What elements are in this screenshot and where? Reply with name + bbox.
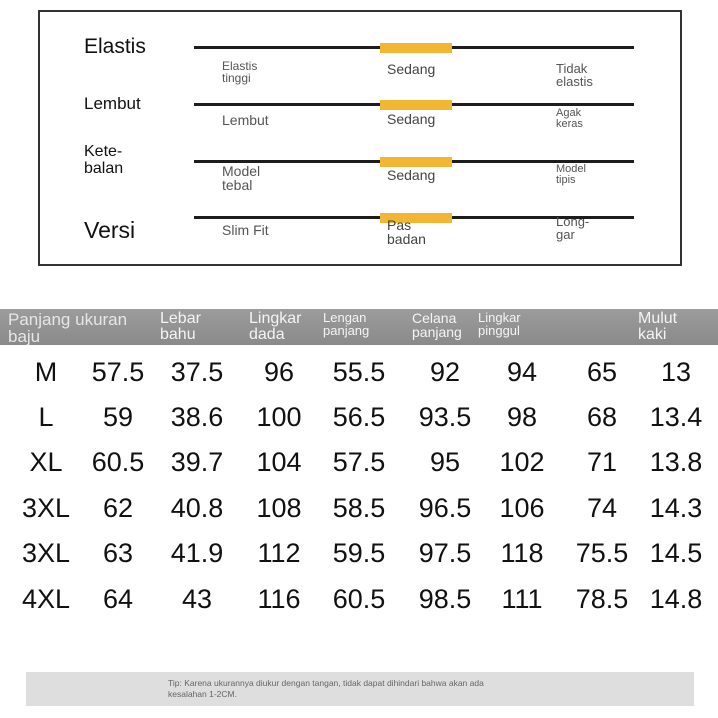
size-value-cell: 43 (181, 584, 213, 614)
size-value-cell: 100 (256, 402, 302, 432)
size-value-cell: 104 (256, 447, 302, 477)
size-value-cell: 14.8 (649, 584, 703, 614)
attribute-option-middle: Sedang (387, 167, 436, 183)
size-row (0, 442, 718, 482)
attribute-selected-marker (380, 157, 452, 167)
attribute-row-elastis (40, 24, 680, 89)
size-value-cell: 116 (257, 584, 301, 614)
size-value-cell: 118 (500, 538, 544, 568)
size-value-cell: 60.5 (91, 447, 145, 477)
header-mulut-kaki: Mulut kaki (638, 310, 678, 343)
tip-line-2: kesalahan 1-2CM. (168, 689, 237, 700)
attribute-selected-marker (380, 43, 452, 53)
size-row (0, 397, 718, 437)
size-value-cell: 68 (586, 402, 618, 432)
size-value-cell: 13.4 (649, 402, 703, 432)
size-value-cell: 65 (586, 357, 618, 387)
attribute-option-right: Long- gar (556, 214, 590, 242)
size-value-cell: 13 (660, 357, 692, 387)
size-value-cell: 97.5 (418, 538, 472, 568)
size-value-cell: 39.7 (170, 447, 224, 477)
size-value-cell: 102 (499, 447, 545, 477)
attribute-option-left: Lembut (222, 112, 269, 128)
attribute-option-middle: Sedang (387, 61, 436, 77)
size-value-cell: 57.5 (332, 447, 386, 477)
size-value-cell: 93.5 (418, 402, 472, 432)
size-value-cell: 108 (256, 493, 302, 523)
size-value-cell: 14.3 (649, 493, 703, 523)
attribute-option-right: Model tipis (556, 163, 586, 186)
size-value-cell: 96.5 (418, 493, 472, 523)
size-value-cell: 92 (429, 357, 461, 387)
measurement-tip (26, 672, 694, 706)
size-value-cell: 95 (429, 447, 461, 477)
size-value-cell: 98.5 (418, 584, 472, 614)
size-value-cell: 57.5 (91, 357, 145, 387)
attribute-selected-marker (380, 100, 452, 110)
size-value-cell: 14.5 (649, 538, 703, 568)
attribute-label: Elastis (84, 35, 146, 58)
size-value-cell: 58.5 (332, 493, 386, 523)
header-panjang-baju: Panjang ukuran baju (8, 310, 128, 346)
size-label-cell: 3XL (21, 493, 71, 523)
size-value-cell: 59 (102, 402, 134, 432)
size-label-cell: XL (29, 447, 63, 477)
attribute-row-lembut (40, 81, 680, 137)
size-value-cell: 56.5 (332, 402, 386, 432)
size-value-cell: 106 (499, 493, 545, 523)
header-lengan-panjang: Lengan panjang (323, 310, 370, 338)
attribute-option-left: Elastis tinggi (222, 59, 258, 85)
size-value-cell: 64 (102, 584, 134, 614)
size-value-cell: 111 (501, 584, 543, 614)
size-value-cell: 74 (586, 493, 618, 523)
size-value-cell: 112 (257, 538, 301, 568)
size-row (0, 488, 718, 528)
attribute-option-middle: Sedang (387, 111, 436, 127)
attribute-option-middle: Pas badan (387, 217, 426, 247)
size-value-cell: 59.5 (332, 538, 386, 568)
size-value-cell: 94 (506, 357, 538, 387)
attribute-row-ketebalan (40, 138, 680, 194)
size-value-cell: 38.6 (170, 402, 224, 432)
size-value-cell: 40.8 (170, 493, 224, 523)
size-value-cell: 37.5 (170, 357, 224, 387)
size-value-cell: 98 (506, 402, 538, 432)
header-lingkar-dada: Lingkar dada (249, 310, 302, 343)
attribute-label: Versi (84, 217, 136, 243)
fabric-attribute-panel (38, 10, 682, 266)
header-celana-panjang: Celana panjang (412, 310, 462, 340)
size-row (0, 533, 718, 573)
size-value-cell: 75.5 (575, 538, 629, 568)
size-label-cell: M (34, 357, 58, 387)
size-value-cell: 41.9 (170, 538, 224, 568)
attribute-option-right: Agak keras (556, 107, 583, 130)
size-value-cell: 55.5 (332, 357, 386, 387)
size-row (0, 579, 718, 619)
size-value-cell: 60.5 (332, 584, 386, 614)
size-value-cell: 78.5 (575, 584, 629, 614)
size-table-header (0, 309, 718, 345)
header-lebar-bahu: Lebar bahu (160, 310, 201, 343)
attribute-option-left: Model tebal (222, 163, 261, 193)
size-value-cell: 71 (586, 447, 618, 477)
attribute-option-right: Tidak elastis (556, 61, 593, 89)
attribute-option-left: Slim Fit (222, 222, 269, 238)
size-label-cell: L (38, 402, 54, 432)
size-row (0, 352, 718, 392)
tip-line-1: Tip: Karena ukurannya diukur dengan tangan, tidak dapat dihindari bahwa akan ada (168, 678, 484, 688)
size-value-cell: 62 (102, 493, 134, 523)
size-value-cell: 96 (263, 357, 295, 387)
size-value-cell: 63 (102, 538, 134, 568)
attribute-row-versi (40, 194, 680, 250)
attribute-label: Kete- balan (84, 143, 124, 177)
header-lingkar-pinggul: Lingkar pinggul (478, 310, 521, 338)
size-value-cell: 13.8 (649, 447, 703, 477)
size-label-cell: 4XL (21, 584, 71, 614)
size-label-cell: 3XL (21, 538, 71, 568)
attribute-label: Lembut (84, 94, 141, 113)
